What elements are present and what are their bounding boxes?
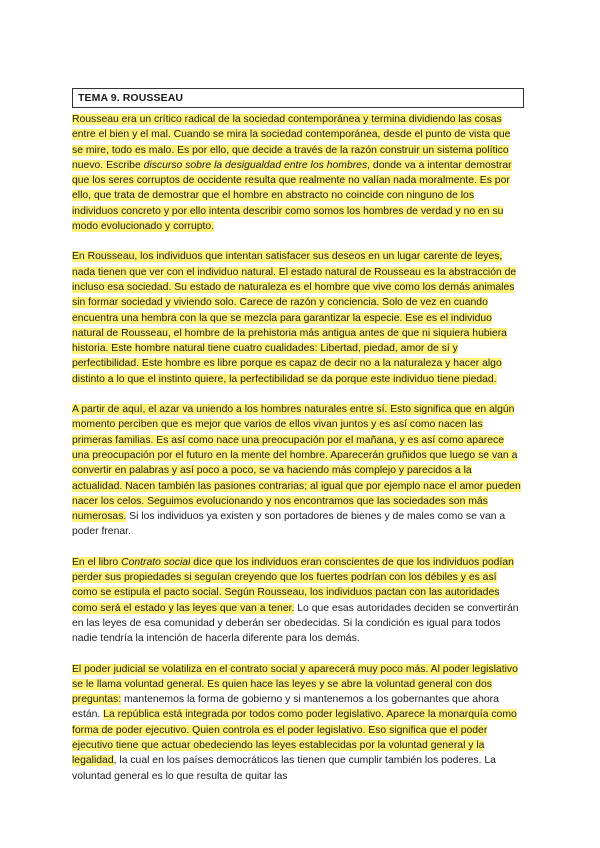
paragraph-5: [72, 662, 522, 784]
paragraph-3: [72, 402, 522, 540]
highlighted-text: Rousseau era un crítico radical de la sociedad contemporánea y termina dividiendo las cosas entre el bien y el mal. Cuando se mira la sociedad contemporánea, desde el punto de vista que se mire, todo es malo. Es por ello, que decide a través de la razón construir un sistema político nuevo. Escribe: [72, 114, 511, 171]
document-title: TEMA 9. ROUSSEAU: [72, 88, 524, 108]
paragraph-4: [72, 555, 522, 647]
plain-text: Si los individuos ya existen y son portadores de bienes y de males como se van a poder frenar.: [72, 511, 506, 538]
highlighted-text: discurso sobre la desigualdad entre los hombres: [143, 159, 368, 171]
plain-text: Lo que esas autoridades deciden se convertirán en las leyes de esa comunidad y deberán ser obedecidas. Si la condición es igual para todos nadie tendría la intención de hacerla diferente para los demás.: [72, 602, 519, 645]
highlighted-text: A partir de aquí, el azar va uniendo a los hombres naturales entre sí. Esto significa que en algún momento perciben que es mejor que varios de ellos vivan juntos y es así como nacen las primeras familias. Es así como nace una preocupación por el mañana, y es así como aparece una preocupación por el futuro en la mente del hombre. Aparecerán gruñidos que luego se van a convertir en palabras y así poco a poco, se va haciendo más complejo y parecidos a la actualidad. Nacen también las pasiones contrarias; al igual que por ejemplo nace el amor pueden nacer los celos. Seguimos evolucionando y nos encontramos que las sociedades son más numerosas.: [72, 404, 521, 523]
plain-text: mantenemos la forma de gobierno y si mantenemos a los gobernantes que ahora están.: [72, 694, 499, 721]
highlighted-text: En el libro: [72, 556, 122, 568]
paragraph-2: [72, 249, 522, 387]
highlighted-text: Contrato social: [121, 556, 191, 568]
highlighted-text: , donde va a intentar demostrar que los seres corruptos de occidente resulta que realmente no valían nada moralmente. Es por ello, que trata de demostrar que el hombre en abstracto no coincide con ninguno de los individuos concreto y por ello intenta describir como somos los hombres de verdad y no en su modo evolucionado y corrupto.: [72, 159, 512, 233]
paragraph-1: [72, 112, 522, 234]
highlighted-text: En Rousseau, los individuos que intentan satisfacer sus deseos en un lugar carente de leyes, nada tienen que ver con el individuo natural. El estado natural de Rousseau es la abstracción de incluso esa sociedad. Su estado de naturaleza es el hombre que vive como los demás animales sin formar sociedad y viviendo solo. Carece de razón y conciencia. Solo de vez en cuando encuentra una hembra con la que se mezcla para garantizar la especie. Ese es el individuo natural de Rousseau, el hombre de la prehistoria más antigua antes de que ni siquiera hubiera historia. Este hombre natural tiene cuatro cualidades: Libertad, piedad, amor de sí y perfectibilidad. Este hombre es libre porque es capaz de decir no a la naturaleza y hacer algo distinto a lo que el instinto quiere, la perfectibilidad se da porque este individuo tiene piedad.: [72, 251, 517, 385]
highlighted-text: La república está integrada por todos como poder legislativo. Aparece la monarquía como forma de poder ejecutivo. Quien controla es el poder legislativo. Eso significa que el poder ejecutivo tiene que actuar obedeciendo las leyes establecidas por la voluntad general y la legalidad: [72, 709, 517, 767]
highlighted-text: El poder judicial se volatiliza en el contrato social y aparecerá muy poco más. Al poder legislativo se le llama voluntad general. Es quien hace las leyes y se abre la voluntad general con dos preguntas:: [72, 663, 518, 706]
plain-text: , la cual en los países democráticos las tienen que cumplir también los poderes. La voluntad general es lo que resulta de quitar las: [72, 755, 496, 782]
document-body: [72, 112, 522, 799]
highlighted-text: dice que los individuos eran conscientes de que los individuos podían perder sus propiedades si seguían creyendo que los fuertes podrían con los débiles y es así como se estipula el pacto social. Según Rousseau, los individuos pactan con las autoridades como será el estado y las leyes que van a tener.: [72, 556, 514, 614]
